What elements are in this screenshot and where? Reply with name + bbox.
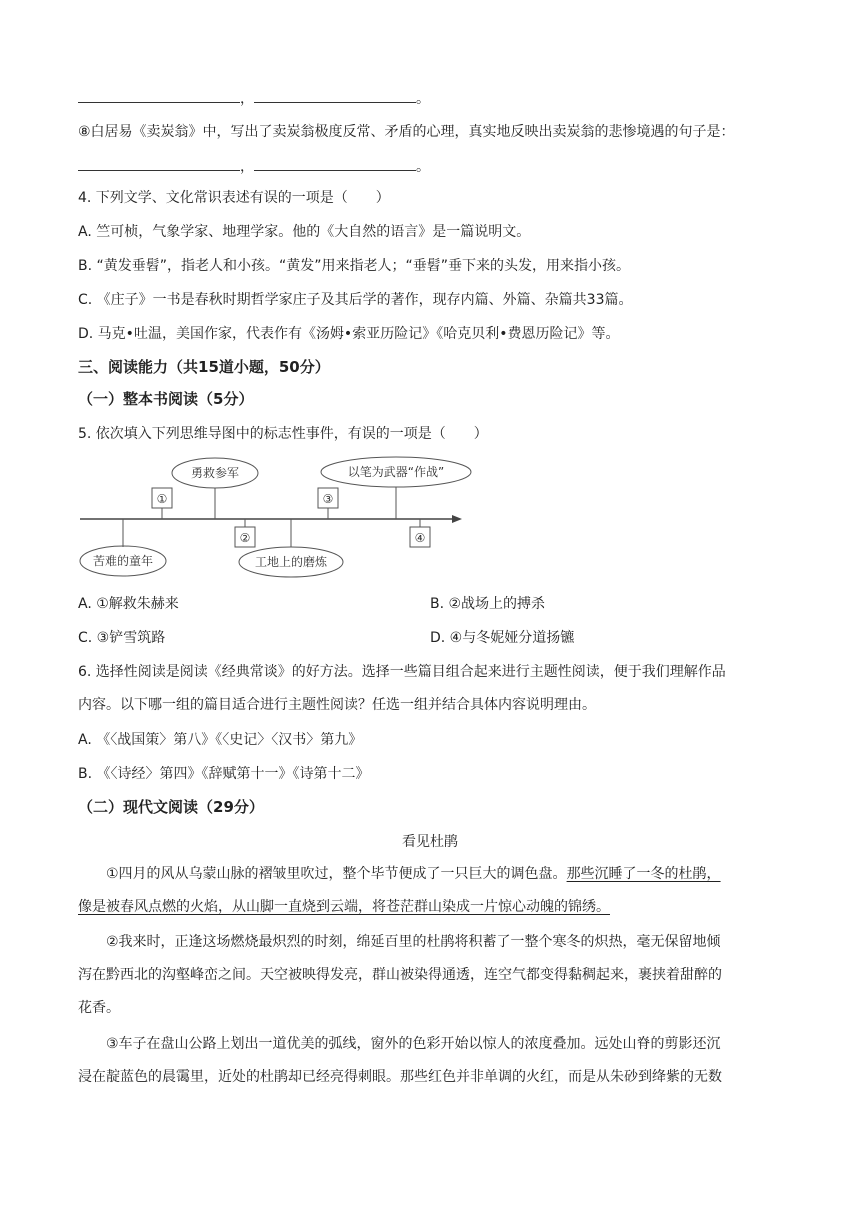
underlined-sentence: 那些沉睡了一冬的杜鹃， [566, 866, 721, 882]
article-title: 看见杜鹃 [402, 834, 458, 850]
paragraph-2-line-3: 花香。 [78, 1000, 120, 1016]
slot-label-1: ① [156, 492, 168, 506]
event-label-top-2: 以笔为武器“作战” [347, 465, 445, 479]
event-label-bottom-1: 苦难的童年 [92, 554, 154, 568]
option-a: A. 竺可桢，气象学家、地理学家。他的《大自然的语言》是一篇说明文。 [78, 224, 531, 240]
answer-blank-line-1: ， 。 [78, 88, 430, 109]
slot-label-2: ② [239, 531, 251, 545]
section-heading: 三、阅读能力（共15道小题，50分） [78, 358, 330, 376]
answer-blank[interactable] [254, 88, 416, 103]
event-label-top-1: 勇救参军 [190, 466, 240, 480]
subsection-heading: （一）整本书阅读（5分） [78, 390, 254, 408]
question-stem: 4. 下列文学、文化常识表述有误的一项是（ ） [78, 190, 390, 206]
option-c: C. 《庄子》一书是春秋时期哲学家庄子及其后学的著作，现存内篇、外篇、杂篇共33篇。 [78, 292, 633, 308]
option-a: A. ①解救朱赫来 [78, 596, 179, 612]
option-b: B. 《〈诗经〉第四》《辞赋第十一》《诗第十二》 [78, 766, 370, 782]
answer-blank[interactable] [78, 88, 240, 103]
question-prompt: ⑧白居易《卖炭翁》中，写出了卖炭翁极度反常、矛盾的心理，真实地反映出卖炭翁的悲惨境遇的句子是： [78, 124, 735, 140]
answer-blank[interactable] [254, 156, 416, 171]
answer-blank[interactable] [78, 156, 240, 171]
option-b: B. ②战场上的搏杀 [430, 596, 546, 612]
paragraph-1-line-2: 像是被春风点燃的火焰，从山脚一直烧到云端，将苍茫群山染成一片惊心动魄的锦绣。 [78, 899, 610, 915]
paragraph-2-line-2: 泻在黔西北的沟壑峰峦之间。天空被映得发亮，群山被染得通透，连空气都变得黏稠起来，裹挟着甜醉的 [78, 967, 722, 983]
timeline-arrowhead [452, 515, 462, 523]
subsection-heading: （二）现代文阅读（29分） [78, 798, 264, 816]
option-a: A. 《〈战国策〉第八》《〈史记〉〈汉书〉第九》 [78, 732, 363, 748]
paragraph-3-line-1: ③车子在盘山公路上划出一道优美的弧线，窗外的色彩开始以惊人的浓度叠加。远处山脊的剪影还沉 [106, 1036, 721, 1052]
option-b: B. “黄发垂髫”，指老人和小孩。“黄发”用来指老人；“垂髫”垂下来的头发，用来指小孩。 [78, 258, 631, 274]
slot-label-3: ③ [322, 492, 334, 506]
event-label-bottom-2: 工地上的磨炼 [254, 555, 328, 569]
slot-label-4: ④ [414, 531, 426, 545]
option-c: C. ③铲雪筑路 [78, 630, 166, 646]
question-stem-line-1: 6. 选择性阅读是阅读《经典常谈》的好方法。选择一些篇目组合起来进行主题性阅读，便于我们理解作品 [78, 664, 726, 680]
option-d: D. 马克•吐温，美国作家，代表作有《汤姆•索亚历险记》《哈克贝利•费恩历险记》等。 [78, 326, 620, 342]
paragraph-2-line-1: ②我来时，正逢这场燃烧最炽烈的时刻，绵延百里的杜鹃将积蓄了一整个寒冬的炽热，毫无保留地倾 [106, 934, 721, 950]
paragraph-3-line-2: 浸在靛蓝色的晨霭里，近处的杜鹃却已经亮得刺眼。那些红色并非单调的火红，而是从朱砂到绛紫的无数 [78, 1069, 722, 1085]
answer-blank-line-2: ， 。 [78, 156, 430, 177]
option-d: D. ④与冬妮娅分道扬镳 [430, 630, 575, 646]
mind-map-diagram [78, 455, 478, 585]
paragraph-1-line-1: ①四月的风从乌蒙山脉的褶皱里吹过，整个毕节便成了一只巨大的调色盘。那些沉睡了一冬的杜鹃， [106, 866, 721, 882]
question-stem: 5. 依次填入下列思维导图中的标志性事件，有误的一项是（ ） [78, 426, 488, 442]
question-stem-line-2: 内容。以下哪一组的篇目适合进行主题性阅读？任选一组并结合具体内容说明理由。 [78, 697, 596, 713]
